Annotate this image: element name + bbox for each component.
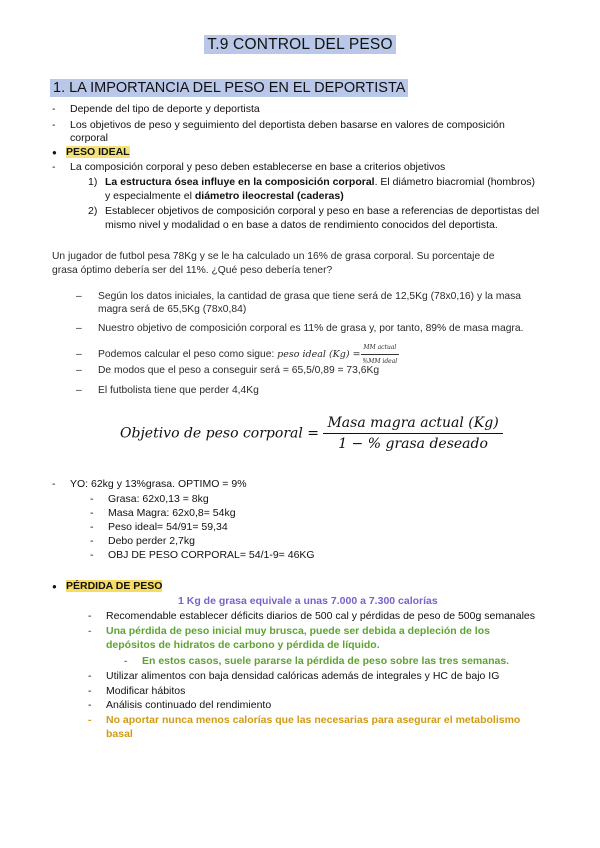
sub-list-item-green — [124, 655, 509, 668]
list-item — [52, 119, 505, 132]
solution-step — [76, 290, 521, 303]
step-text: El futbolista tiene que perder 4,4Kg — [98, 385, 259, 396]
formula-denominator: 1 − % grasa deseado — [338, 436, 488, 452]
list-item — [52, 161, 445, 174]
sub-list-item-text: Grasa: 62x0,13 = 8kg — [108, 493, 209, 505]
list-item-text: YO: 62kg y 13%grasa. OPTIMO = 9% — [70, 478, 247, 490]
fraction-denominator: %MM ideal — [362, 358, 398, 365]
sub-list-item-text: Masa Magra: 62x0,8= 54kg — [108, 507, 236, 519]
dash-marker: - — [52, 119, 56, 131]
sub-list-item-text: Peso ideal= 54/91= 59,34 — [108, 521, 228, 533]
dash-marker: - — [90, 521, 94, 533]
bullet-icon: ● — [52, 582, 57, 591]
list-item-orange — [88, 714, 520, 727]
item-text: Establecer objetivos de composición corporal y peso en base a referencias de deportistas del — [105, 205, 540, 217]
list-item-text: Recomendable establecer déficits diarios de 500 cal y pérdidas de peso de 500g semanales — [106, 610, 536, 622]
dash-marker: – — [76, 365, 82, 376]
list-item-text: Una pérdida de peso inicial muy brusca, puede ser debida a depleción de los — [106, 625, 490, 637]
dash-marker: - — [52, 478, 56, 490]
list-item-green-cont: depósitos de hidratos de carbono y pérdida de líquido. — [106, 639, 380, 651]
dash-marker: - — [90, 549, 94, 561]
problem-line-1: Un jugador de futbol pesa 78Kg y se le ha calculado un 16% de grasa corporal. Su porcentaje de — [52, 251, 495, 262]
list-item-text: No aportar nunca menos calorías que las necesarias para asegurar el metabolismo — [106, 714, 521, 726]
dash-marker: - — [88, 625, 92, 637]
list-item-text: La composición corporal y peso deben establecerse en base a criterios objetivos — [70, 161, 446, 173]
dash-marker: - — [90, 535, 94, 547]
sub-list-item — [90, 549, 315, 562]
step-text: Nuestro objetivo de composición corporal es 11% de grasa y, por tanto, 89% de masa magra. — [98, 323, 524, 334]
fraction-numerator: MM actual — [361, 341, 400, 355]
list-item-text: Depende del tipo de deporte y deportista — [70, 103, 260, 115]
list-item-text: Análisis continuado del rendimiento — [106, 699, 272, 711]
dash-marker: – — [76, 323, 82, 334]
peso-ideal-label: PESO IDEAL — [66, 146, 130, 158]
item-text: y especialmente el — [105, 190, 195, 202]
solution-step — [76, 384, 259, 397]
sub-list-item — [90, 521, 228, 534]
weight-formula — [120, 415, 503, 452]
item-bold-text: La estructura ósea influye en la composición corporal — [105, 176, 375, 188]
dash-marker: - — [88, 699, 92, 711]
inline-formula: peso ideal (Kg) = — [277, 349, 361, 361]
step-text: De modos que el peso a conseguir será = 65,5/0,89 = 73,6Kg — [98, 365, 380, 376]
list-item — [88, 699, 271, 712]
list-item — [88, 610, 535, 623]
perdida-label: PÉRDIDA DE PESO — [66, 580, 163, 592]
sub-list-item-text: Debo perder 2,7kg — [108, 535, 195, 547]
solution-step-cont: magra será de 65,5Kg (78x0,84) — [98, 304, 247, 315]
perdida-heading — [52, 580, 162, 593]
dash-marker: – — [76, 291, 82, 302]
sub-list-item-text: En estos casos, suele pararse la pérdida de peso sobre las tres semanas. — [142, 655, 510, 667]
dash-marker: - — [52, 103, 56, 115]
list-item-green — [88, 625, 490, 638]
numbered-item-2-cont: mismo nivel y modalidad o en base a datos de rendimiento conocidos del deportista. — [105, 219, 498, 231]
number-marker: 1) — [88, 176, 98, 188]
sub-list-item — [90, 507, 236, 520]
list-item-text: Utilizar alimentos con baja densidad calóricas además de integrales y HC de bajo IG — [106, 670, 500, 682]
dash-marker: - — [88, 610, 92, 622]
bullet-icon: ● — [52, 148, 57, 157]
numbered-item-2 — [88, 205, 539, 218]
peso-ideal-heading — [52, 146, 130, 159]
kcal-note: 1 Kg de grasa equivale a unas 7.000 a 7.300 calorías — [178, 595, 438, 607]
page-title-text: T.9 CONTROL DEL PESO — [204, 35, 395, 54]
list-item-orange-cont: basal — [106, 728, 133, 740]
dash-marker: - — [90, 507, 94, 519]
formula-lhs: Objetivo de peso corporal = — [120, 425, 320, 442]
dash-marker: – — [76, 349, 82, 361]
item-bold-text: diámetro ileocrestal (caderas) — [194, 190, 344, 202]
dash-marker: - — [88, 685, 92, 697]
list-item — [88, 685, 185, 698]
list-item — [52, 478, 247, 491]
list-item — [88, 670, 499, 683]
formula-numerator: Masa magra actual (Kg) — [323, 415, 502, 434]
list-item-text: Modificar hábitos — [106, 685, 186, 697]
numbered-item-1 — [88, 176, 535, 189]
sub-list-item — [90, 535, 195, 548]
step-text: Podemos calcular el peso como sigue: — [98, 349, 278, 361]
dash-marker: - — [88, 714, 92, 726]
section-heading — [50, 80, 408, 96]
number-marker: 2) — [88, 205, 98, 217]
numbered-item-1-cont — [105, 190, 344, 203]
section-heading-text: 1. LA IMPORTANCIA DEL PESO EN EL DEPORTISTA — [50, 79, 408, 97]
step-text: Según los datos iniciales, la cantidad de grasa que tiene será de 12,5Kg (78x0,16) y la masa — [98, 291, 522, 302]
sub-list-item-text: OBJ DE PESO CORPORAL= 54/1-9= 46KG — [108, 549, 315, 561]
dash-marker: - — [90, 493, 94, 505]
list-item-continuation: corporal — [70, 132, 108, 144]
problem-line-2: grasa óptimo debería ser del 11%. ¿Qué peso debería tener? — [52, 265, 333, 276]
sub-list-item — [90, 493, 209, 506]
solution-step — [76, 322, 523, 335]
item-text: . El diámetro biacromial (hombros) — [374, 176, 536, 188]
dash-marker: - — [88, 670, 92, 682]
solution-step — [76, 364, 379, 377]
dash-marker: - — [124, 655, 128, 667]
list-item — [52, 103, 260, 116]
dash-marker: - — [52, 161, 56, 173]
dash-marker: – — [76, 385, 82, 396]
list-item-text: Los objetivos de peso y seguimiento del deportista deben basarse en valores de composición — [70, 119, 505, 131]
formula-fraction — [323, 415, 502, 452]
page-title — [0, 36, 600, 54]
